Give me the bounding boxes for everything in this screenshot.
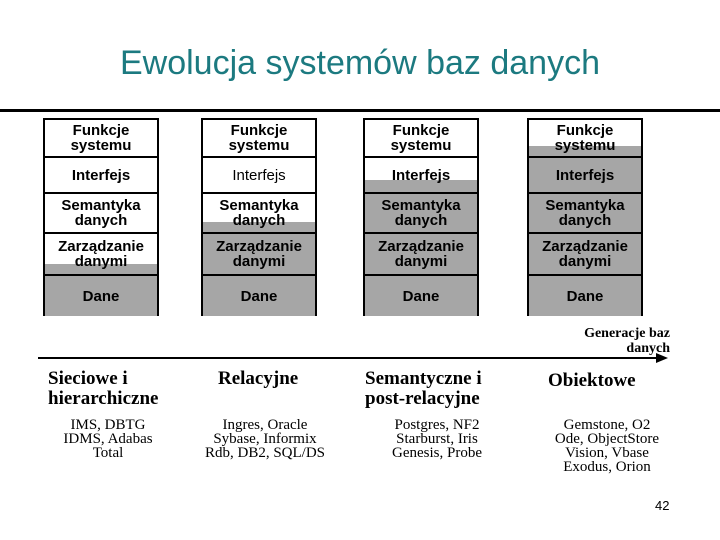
- layer-dane: Dane: [365, 276, 477, 316]
- layer-zarzadzanie-danymi: Zarządzanie danymi: [203, 234, 315, 276]
- layer-semantyka-danych: Semantyka danych: [203, 194, 315, 234]
- example-line: Ingres, Oracle: [222, 417, 308, 433]
- layer-zarzadzanie-danymi: Zarządzanie danymi: [365, 234, 477, 276]
- layer-funkcje-systemu: Funkcje systemu: [365, 120, 477, 158]
- generations-arrow: [38, 352, 670, 364]
- generation-name-2: Relacyjne: [218, 368, 299, 389]
- layer-zarzadzanie-danymi: Zarządzanie danymi: [45, 234, 157, 276]
- example-line: Total: [92, 445, 124, 461]
- layer-interfejs: Interfejs: [529, 158, 641, 194]
- architecture-stack-1: [43, 118, 159, 316]
- layer-interfejs: Interfejs: [45, 158, 157, 194]
- page-number: 42: [655, 498, 670, 513]
- example-line: Starburst, Iris: [396, 431, 478, 447]
- layer-funkcje-systemu: Funkcje systemu: [45, 120, 157, 158]
- layer-interfejs: Interfejs: [203, 158, 315, 194]
- generation-name-1: Sieciowe i hierarchiczne: [48, 368, 159, 409]
- architecture-stack-4: [527, 118, 643, 316]
- example-line: Rdb, DB2, SQL/DS: [204, 445, 326, 461]
- layer-semantyka-danych: Semantyka danych: [365, 194, 477, 234]
- example-line: IMS, DBTG: [70, 417, 146, 433]
- generation-name-4: Obiektowe: [548, 370, 636, 391]
- example-line: Postgres, NF2: [394, 417, 480, 433]
- example-line: Exodus, Orion: [563, 459, 651, 475]
- title-divider: [0, 109, 720, 112]
- example-line: Vision, Vbase: [565, 445, 649, 461]
- layer-zarzadzanie-danymi: Zarządzanie danymi: [529, 234, 641, 276]
- layer-dane: Dane: [203, 276, 315, 316]
- example-line: Sybase, Informix: [213, 431, 317, 447]
- generation-examples-1: [52, 418, 164, 460]
- architecture-stack-3: [363, 118, 479, 316]
- layer-dane: Dane: [45, 276, 157, 316]
- generation-name-3: Semantyczne i post-relacyjne: [365, 368, 482, 409]
- generation-examples-2: [190, 418, 340, 460]
- layer-dane: Dane: [529, 276, 641, 316]
- generation-examples-3: [373, 418, 501, 460]
- layer-funkcje-systemu: Funkcje systemu: [203, 120, 315, 158]
- example-line: Ode, ObjectStore: [554, 431, 660, 447]
- example-line: Genesis, Probe: [392, 445, 482, 461]
- architecture-stack-2: [201, 118, 317, 316]
- generations-axis-label: Generacje baz danych: [584, 326, 670, 356]
- example-line: IDMS, Adabas: [63, 431, 153, 447]
- layer-semantyka-danych: Semantyka danych: [45, 194, 157, 234]
- generation-examples-4: [537, 418, 677, 474]
- example-line: Gemstone, O2: [563, 417, 651, 433]
- layer-semantyka-danych: Semantyka danych: [529, 194, 641, 234]
- slide-title: Ewolucja systemów baz danych: [119, 44, 600, 82]
- layer-interfejs: Interfejs: [365, 158, 477, 194]
- layer-funkcje-systemu: Funkcje systemu: [529, 120, 641, 158]
